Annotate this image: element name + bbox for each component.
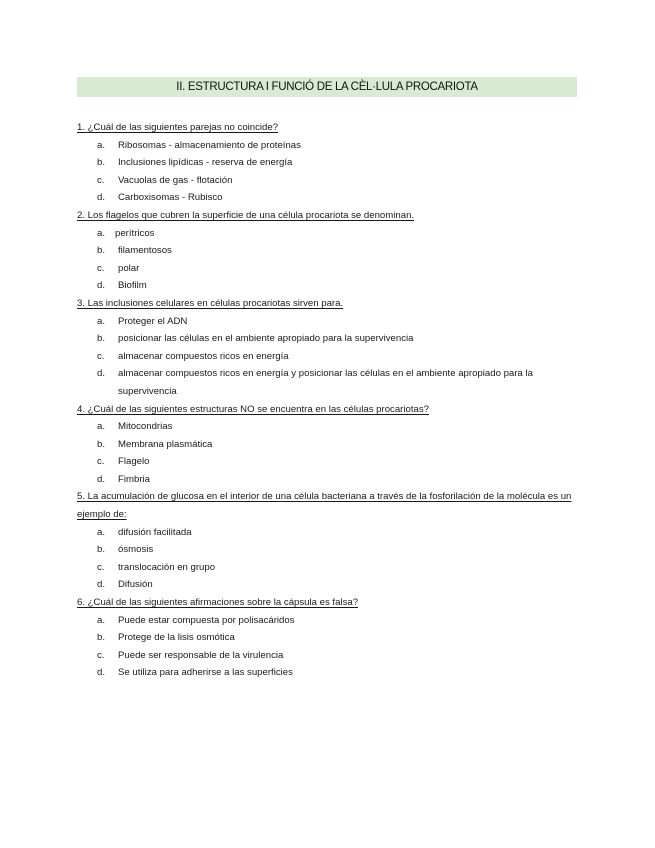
option-letter: c. xyxy=(97,456,105,468)
option-text: Carboxisomas - Rubisco xyxy=(118,192,223,204)
option-letter: c. xyxy=(97,649,105,661)
option-c xyxy=(77,348,577,366)
question-text: 1. ¿Cuál de las siguientes parejas no coincide? xyxy=(77,122,279,133)
option-b xyxy=(77,242,577,260)
option-text: almacenar compuestos ricos en energía y posicionar las células en el ambiente apropiado para la supervivencia xyxy=(118,368,533,397)
option-text: Puede ser responsable de la virulencia xyxy=(118,649,284,661)
option-a xyxy=(77,612,577,630)
option-a xyxy=(77,418,577,436)
option-d xyxy=(77,277,577,295)
question-text: 4. ¿Cuál de las siguientes estructuras NO se encuentra en las células procariotas? xyxy=(77,403,429,415)
option-b xyxy=(77,629,577,647)
option-text: filamentosos xyxy=(118,245,172,257)
option-a xyxy=(77,137,577,155)
option-a xyxy=(77,524,577,542)
option-letter: b. xyxy=(97,333,106,345)
option-b xyxy=(77,330,577,348)
option-letter: a. xyxy=(97,421,106,433)
option-letter: d. xyxy=(97,667,106,679)
option-text: Flagelo xyxy=(118,456,150,468)
option-d xyxy=(77,365,577,400)
option-text: Puede estar compuesta por polisacáridos xyxy=(118,614,295,626)
option-text: ósmosis xyxy=(118,544,154,556)
option-c xyxy=(77,453,577,471)
option-letter: a. xyxy=(97,526,106,538)
option-letter: d. xyxy=(97,579,106,591)
option-a xyxy=(77,225,577,243)
option-d xyxy=(77,471,577,489)
question-4 xyxy=(77,401,577,489)
option-a xyxy=(77,313,577,331)
option-letter: a. xyxy=(97,139,106,151)
option-c xyxy=(77,172,577,190)
option-letter: c. xyxy=(97,561,105,573)
option-text: translocación en grupo xyxy=(118,561,216,573)
option-text: Mitocondrias xyxy=(118,421,173,433)
option-text: Fimbria xyxy=(118,473,150,485)
question-text: 3. Las inclusiones celulares en células procariotas sirven para. xyxy=(77,297,344,309)
question-1 xyxy=(77,119,577,207)
option-letter: d. xyxy=(97,368,106,380)
option-c xyxy=(77,647,577,665)
option-b xyxy=(77,154,577,172)
question-text: 5. La acumulación de glucosa en el interior de una célula bacteriana a través de la fosforilación de la molécula es un ejemplo de: xyxy=(77,491,572,521)
option-letter: b. xyxy=(97,245,106,257)
option-letter: c. xyxy=(97,350,105,362)
option-letter: b. xyxy=(97,157,106,169)
option-text: Ribosomas - almacenamiento de proteínas xyxy=(118,139,301,151)
option-letter: b. xyxy=(97,544,106,556)
option-text: almacenar compuestos ricos en energía xyxy=(118,350,289,362)
option-text: posicionar las células en el ambiente apropiado para la supervivencia xyxy=(118,333,414,345)
option-letter: b. xyxy=(97,438,106,450)
option-text: Proteger el ADN xyxy=(118,315,188,327)
option-d xyxy=(77,189,577,207)
option-text: perítricos xyxy=(115,227,155,239)
option-letter: c. xyxy=(97,262,105,274)
question-5 xyxy=(77,488,577,594)
option-text: Membrana plasmática xyxy=(118,438,213,450)
option-text: Inclusiones lipídicas - reserva de energía xyxy=(118,157,293,169)
question-6 xyxy=(77,594,577,682)
option-text: polar xyxy=(118,262,140,274)
option-letter: d. xyxy=(97,280,106,292)
option-letter: b. xyxy=(97,632,106,644)
option-letter: c. xyxy=(97,174,105,186)
option-letter: a. xyxy=(97,315,106,327)
option-text: Se utiliza para adherirse a las superficies xyxy=(118,667,293,679)
option-letter: a. xyxy=(97,227,106,239)
option-b xyxy=(77,541,577,559)
question-list xyxy=(77,119,577,682)
option-d xyxy=(77,664,577,682)
option-letter: a. xyxy=(97,614,106,626)
option-c xyxy=(77,260,577,278)
question-text: 6. ¿Cuál de las siguientes afirmaciones sobre la cápsula es falsa? xyxy=(77,597,359,609)
option-letter: d. xyxy=(97,192,106,204)
section-title: II. ESTRUCTURA I FUNCIÓ DE LA CÈL·LULA PROCARIOTA xyxy=(77,77,577,97)
option-text: Vacuolas de gas - flotación xyxy=(118,174,233,186)
option-text: difusión facilitada xyxy=(118,526,192,538)
question-2 xyxy=(77,207,577,295)
option-d xyxy=(77,576,577,594)
question-text: 2. Los flagelos que cubren la superficie de una célula procariota se denominan. xyxy=(77,209,415,221)
option-c xyxy=(77,559,577,577)
option-text: Protege de la lisis osmótica xyxy=(118,632,235,644)
option-b xyxy=(77,436,577,454)
question-3 xyxy=(77,295,577,401)
option-letter: d. xyxy=(97,473,106,485)
option-text: Difusión xyxy=(118,579,153,591)
option-text: Biofilm xyxy=(118,280,147,292)
